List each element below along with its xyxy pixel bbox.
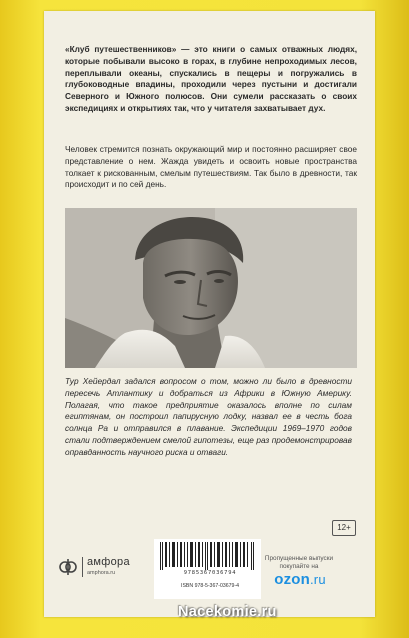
site-watermark: Nacekomie.ru [178,604,277,620]
age-rating-badge: 12+ [332,520,356,536]
ozon-caption-line1: Пропущенные выпуски [264,555,334,562]
ozon-logo-suffix: .ru [310,572,326,587]
ozon-logo-text: ozon [274,571,310,588]
publisher-name: амфора [87,556,130,568]
barcode-digits: 9785367036794 [183,570,237,576]
book-annotation: Тур Хейердал задался вопросом о том, можно ли было в древности пересечь Атлантику и добраться из Африки в Южную Америку. Полагая, что такое предприятие оказалось вполне по силам египтянам, он построил папирусную лодку, назвал ее в честь бога солнца Ра и отправился в плавание. Экспедиции 1969–1970 годов стали подтверждением смелой гипотезы, еще раз продемонстрировав оправданность научного риска и отваги. [65,376,352,457]
barcode-icon [159,542,256,570]
series-intro-bold: «Клуб путешественников» — это книги о самых отважных людях, которые побывали высоко в горах, в глубине непроходимых лесов, переплывали океаны, спускались в пещеры и погружались в глубоководные впадины, проходили через пустыни и достигали Северного и Южного полюсов. Они сумели рассказать о своих экспедициях и открытиях так, что у читателя захватывает дух. [65,44,357,113]
publisher-site: amphora.ru [87,570,116,576]
cover-text-panel [44,11,375,617]
amphora-logo-icon [58,557,78,577]
author-portrait-photo [65,208,357,368]
ozon-logo [265,571,335,588]
logo-divider [82,557,83,577]
ozon-caption-line2: покупайте на [279,563,319,570]
barcode-block [154,539,261,599]
series-intro-regular: Человек стремится познать окружающий мир и постоянно расширяет свое представление о нем. Жажда увидеть и освоить новые пространства толкает к рискованным, смелым путешествиям. Так было в древности, так происходит и по сей день. [65,144,357,190]
isbn-text: ISBN 978-5-367-03679-4 [181,583,239,589]
ozon-caption [257,555,341,571]
portrait-illustration [65,208,357,368]
